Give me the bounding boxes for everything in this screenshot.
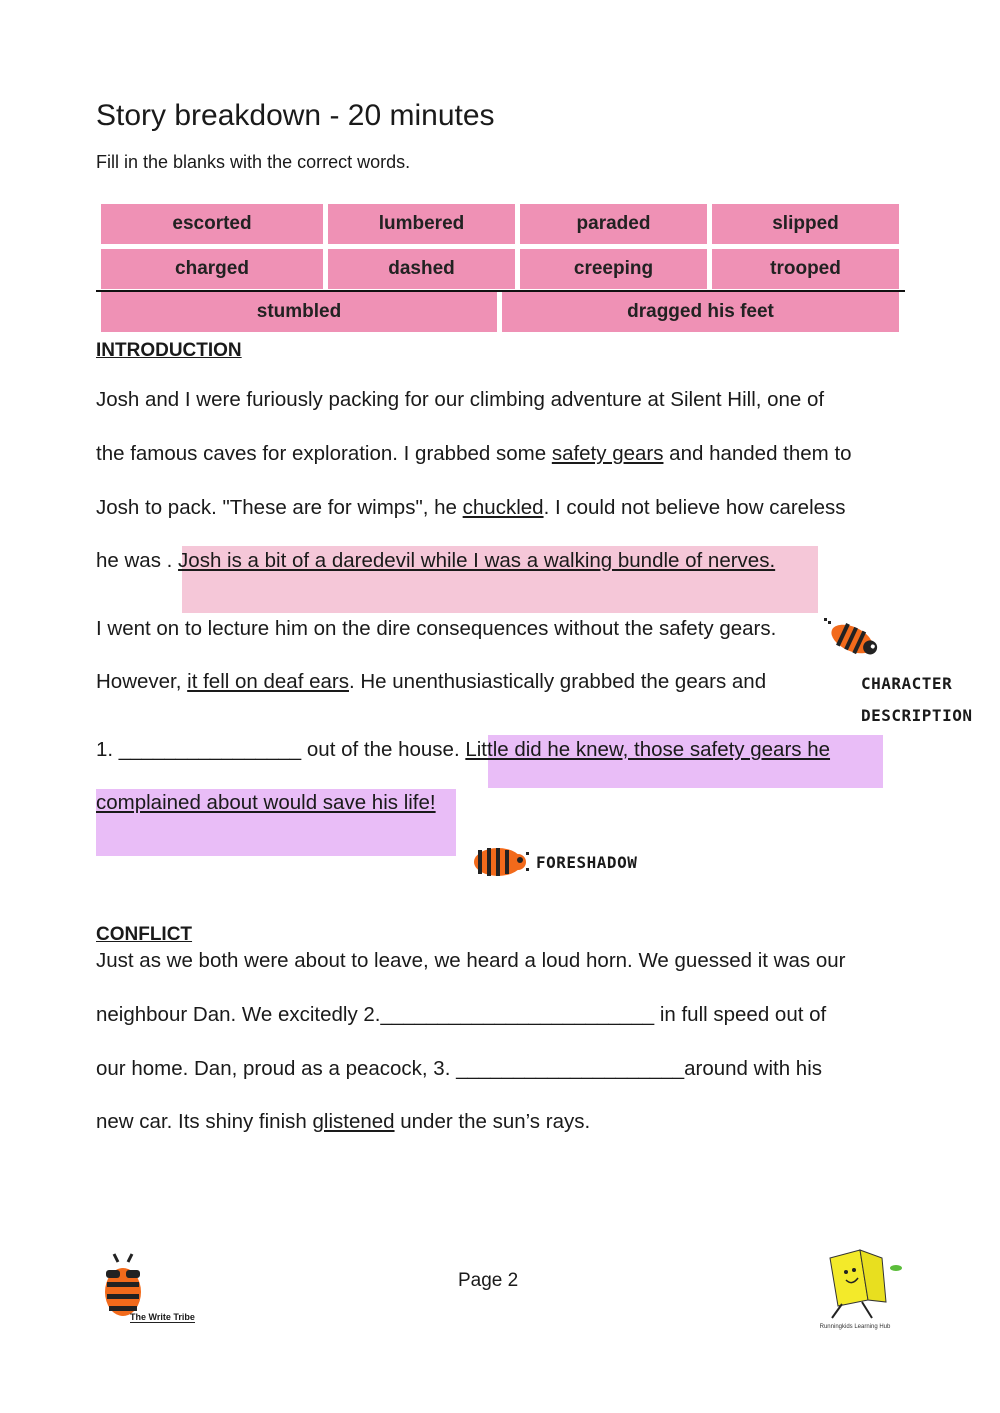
word-bank-cell: escorted [101, 204, 323, 244]
instruction-text: Fill in the blanks with the correct words. [96, 152, 411, 172]
page-title: Story breakdown - 20 minutes [96, 99, 495, 132]
story-line: Josh to pack. "These are for wimps", he chuckled. I could not believe how careless [96, 496, 846, 519]
highlighted-sentence: Little did he knew, those safety gears he [465, 738, 831, 761]
blank-1: 1. ________________ out of the house. [96, 738, 466, 761]
story-line [96, 790, 436, 816]
story-line: I went on to lecture him on the dire consequences without the safety gears. [96, 617, 777, 640]
word-bank-cell: creeping [520, 249, 707, 289]
story-line: neighbour Dan. We excitedly 2.________________________ in full speed out of [96, 1003, 827, 1026]
foreshadow-label: FORESHADOW [536, 853, 638, 872]
conflict-heading: CONFLICT [96, 924, 193, 945]
underlined-phrase: chuckled [462, 496, 544, 519]
story-line: Josh and I were furiously packing for our climbing adventure at Silent Hill, one of [96, 388, 825, 411]
highlighted-sentence: complained about would save his life! [96, 791, 436, 814]
story-line: our home. Dan, proud as a peacock, 3. ____________________around with his [96, 1057, 823, 1080]
write-tribe-logo [98, 1250, 208, 1330]
word-bank-cell: charged [101, 249, 323, 289]
runningkids-logo [812, 1244, 912, 1344]
runningkids-label: Runningkids Learning Hub [819, 1324, 891, 1330]
story-line: Just as we both were about to leave, we heard a loud horn. We guessed it was our [96, 949, 846, 972]
story-line: new car. Its shiny finish glistened under the sun’s rays. [96, 1110, 591, 1133]
word-bank-cell: stumbled [101, 292, 497, 332]
word-bank-cell: paraded [520, 204, 707, 244]
story-line: However, it fell on deaf ears. He unenthusiastically grabbed the gears and [96, 670, 767, 693]
word-bank-divider [96, 290, 905, 292]
bee-icon [822, 614, 882, 664]
story-line [96, 737, 830, 763]
underlined-phrase: it fell on deaf ears [187, 670, 349, 693]
word-bank-cell: lumbered [328, 204, 515, 244]
highlighted-sentence: Josh is a bit of a daredevil while I was a walking bundle of nerves. [178, 549, 776, 572]
write-tribe-label: The Write Tribe [130, 1312, 195, 1322]
introduction-heading: INTRODUCTION [96, 340, 242, 361]
word-bank-cell: dashed [328, 249, 515, 289]
underlined-phrase: safety gears [551, 442, 664, 465]
character-label: DESCRIPTION [861, 706, 973, 725]
character-label: CHARACTER [861, 674, 953, 693]
word-bank-cell: trooped [712, 249, 899, 289]
underlined-phrase: glistened [312, 1110, 395, 1133]
story-line: he was . Josh is a bit of a daredevil while I was a walking bundle of nerves. [96, 549, 776, 572]
word-bank-cell: dragged his feet [502, 292, 899, 332]
page-number: Page 2 [458, 1270, 519, 1291]
story-line: the famous caves for exploration. I grabbed some safety gears and handed them to [96, 442, 852, 465]
word-bank-cell: slipped [712, 204, 899, 244]
bee-icon [468, 840, 532, 884]
